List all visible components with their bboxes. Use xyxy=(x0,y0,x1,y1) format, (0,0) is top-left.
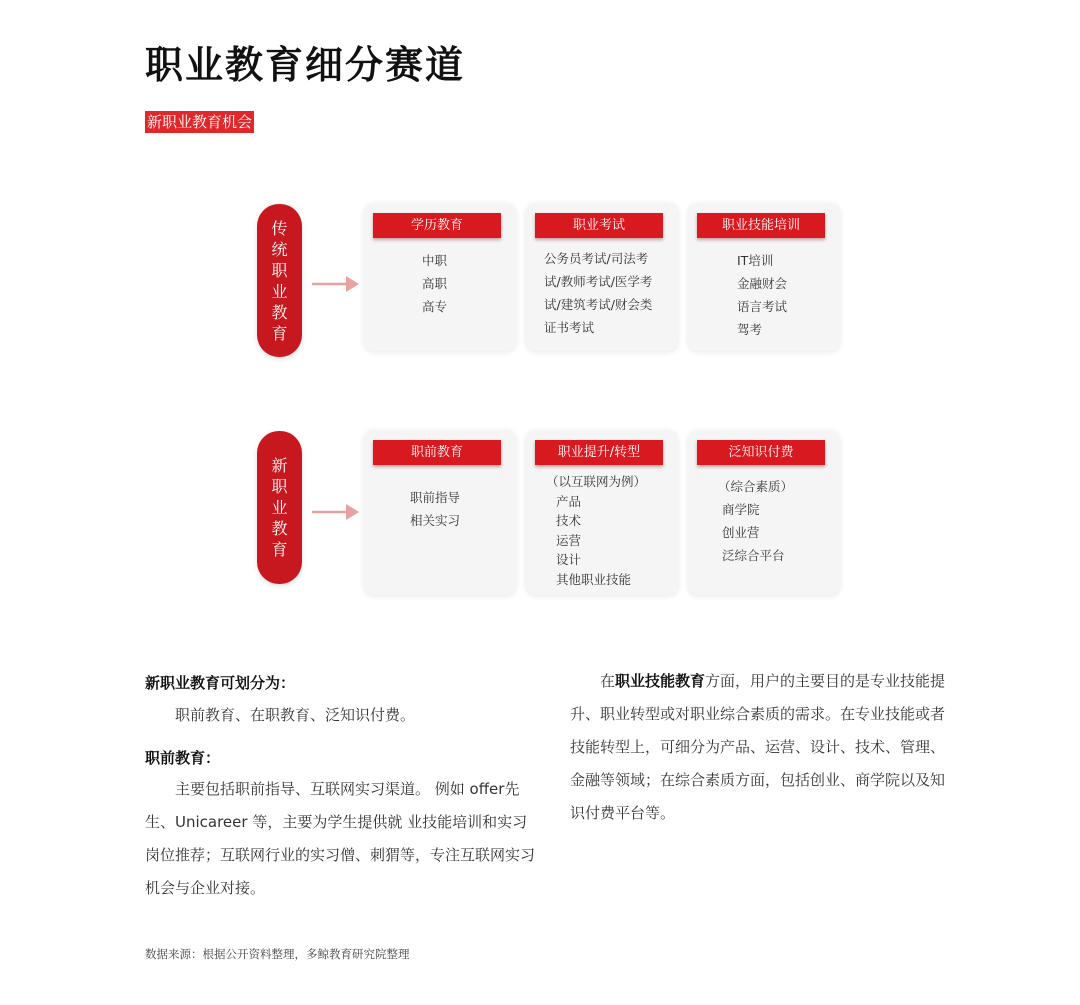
new-vocational-label xyxy=(257,431,302,584)
traditional-vocational-label xyxy=(257,204,302,357)
card-item-list xyxy=(410,486,460,532)
card-item: 技术 xyxy=(556,513,582,528)
arrow-right-icon xyxy=(310,274,362,294)
section-tag: 新职业教育机会 xyxy=(147,113,253,131)
paragraph: 职前教育、在职教育、泛知识付费。 xyxy=(175,706,416,724)
card-item: 设计 xyxy=(556,552,582,567)
card-header: 职业技能培训 xyxy=(697,213,825,238)
data-source-note: 数据来源：根据公开资料整理，多鲸教育研究院整理 xyxy=(145,947,410,961)
card-item: 中职 xyxy=(422,253,448,268)
card-item: 职前指导 xyxy=(410,490,461,505)
card-item: 泛综合平台 xyxy=(722,548,785,563)
label-char: 育 xyxy=(271,323,288,343)
card-item-list xyxy=(718,475,793,567)
arrow-right-icon xyxy=(310,502,362,522)
card-knowledge-payment xyxy=(688,430,840,595)
paragraph-prefix: 在 xyxy=(600,672,616,690)
card-header: 职业提升/转型 xyxy=(535,440,663,465)
card-header: 泛知识付费 xyxy=(697,440,825,465)
card-item: 金融财会 xyxy=(737,276,788,291)
card-header: 学历教育 xyxy=(373,213,501,238)
label-char: 统 xyxy=(271,239,288,259)
card-item: 驾考 xyxy=(737,322,763,337)
card-item: （以互联网为例） xyxy=(546,474,647,489)
section-heading: 职前教育： xyxy=(145,749,221,767)
label-char: 传 xyxy=(271,218,288,238)
card-item: 证书考试 xyxy=(544,320,595,335)
card-item: 高职 xyxy=(422,276,448,291)
card-item: 运营 xyxy=(556,532,582,548)
card-item-list xyxy=(422,249,447,318)
paragraph: 主要包括职前指导、互联网实习渠道。 例如 offer先生、Unicareer 等，主要为学生提供就 业技能培训和实习岗位推荐；互联网行业的实习僧、刺猬等，专注互联网实习机会与企业对接。 xyxy=(145,780,536,897)
paragraph xyxy=(570,665,955,830)
label-char: 职 xyxy=(271,260,288,280)
card-career-advancement xyxy=(526,430,678,595)
card-item: 试/建筑考试/财会类 xyxy=(544,297,653,312)
card-item: 商学院 xyxy=(722,502,760,517)
card-item: 其他职业技能 xyxy=(556,571,632,587)
card-item: 创业营 xyxy=(722,525,760,540)
label-char: 职 xyxy=(271,477,288,496)
label-char: 教 xyxy=(271,302,288,322)
card-item: 试/教师考试/医学考 xyxy=(544,274,653,289)
label-char: 育 xyxy=(271,540,288,559)
card-header: 职前教育 xyxy=(373,440,501,465)
page-title: 职业教育细分赛道 xyxy=(145,43,466,87)
card-vocational-exam xyxy=(526,203,678,351)
card-item: （综合素质） xyxy=(718,479,794,494)
label-char: 业 xyxy=(271,498,288,517)
card-item: 语言考试 xyxy=(737,299,788,314)
card-skill-training xyxy=(688,203,840,351)
card-item: 产品 xyxy=(556,493,582,509)
paragraph-body: 方面，用户的主要目的是专业技能提升、职业转型或对职业综合素质的需求。在专业技能或者技能转型上，可细分为产品、运营、设计、技术、管理、金融等领域；在综合素质方面，包括创业、商学院以及知识付费平台等。 xyxy=(570,672,946,822)
emphasis-term: 职业技能教育 xyxy=(615,672,706,690)
label-char: 新 xyxy=(271,456,288,475)
label-char: 业 xyxy=(271,281,288,301)
card-item: 公务员考试/司法考 xyxy=(544,251,649,266)
card-item: 高专 xyxy=(422,299,448,314)
card-item-list xyxy=(737,249,787,341)
section-heading: 新职业教育可划分为： xyxy=(145,674,296,692)
card-item: IT培训 xyxy=(737,253,774,268)
card-academic-education xyxy=(364,203,516,351)
card-item-list xyxy=(546,472,646,589)
card-pre-career-education xyxy=(364,430,516,595)
label-char: 教 xyxy=(271,519,288,538)
card-item-list xyxy=(544,247,652,339)
card-item: 相关实习 xyxy=(410,513,461,528)
card-header: 职业考试 xyxy=(535,213,663,238)
